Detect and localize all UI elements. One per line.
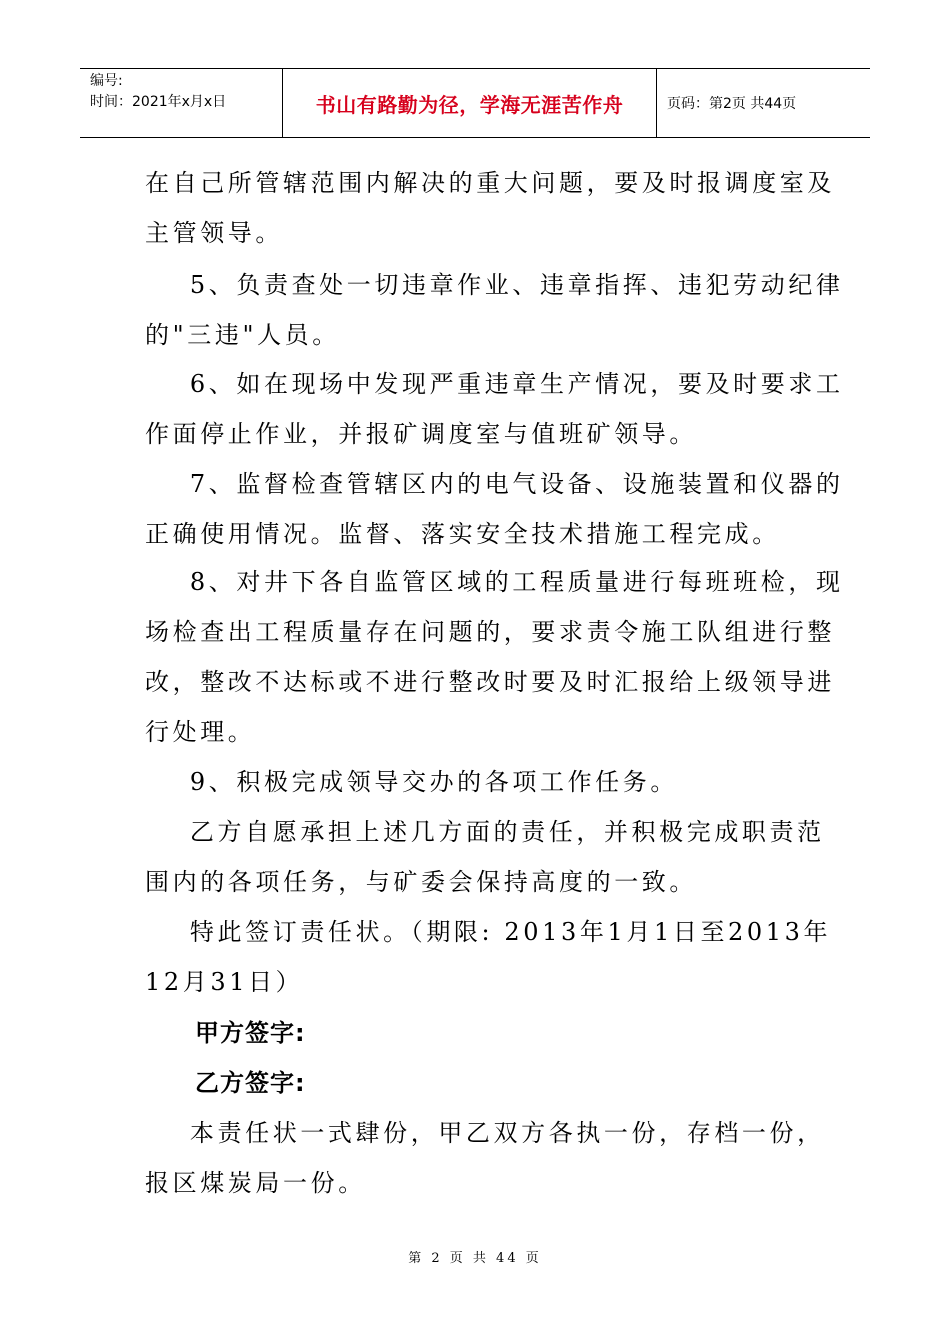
party-b-signature-label: 乙方签字: (195, 1069, 306, 1097)
paragraph-line: 6、如在现场中发现严重违章生产情况，要及时要求工 (145, 370, 844, 398)
page-footer: 第 2 页 共 44 页 (408, 1251, 542, 1266)
body-paragraph-closing (145, 1108, 825, 1208)
paragraph-line: 12月31日） (145, 968, 304, 996)
paragraph-line: 乙方自愿承担上述几方面的责任，并积极完成职责范 (145, 818, 825, 846)
body-paragraph-commitment (145, 807, 825, 907)
paragraph-line: 报区煤炭局一份。 (145, 1169, 366, 1197)
paragraph-line: 正确使用情况。监督、落实安全技术措施工程完成。 (145, 520, 780, 548)
paragraph-line: 的"三违"人员。 (145, 321, 340, 349)
paragraph-line: 7、监督检查管辖区内的电气设备、设施装置和仪器的 (145, 470, 844, 498)
paragraph-line: 主管领导。 (145, 219, 283, 247)
paragraph-line: 在自己所管辖范围内解决的重大问题，要及时报调度室及 (145, 169, 835, 197)
body-paragraph-term (145, 907, 832, 1007)
paragraph-line: 9、积极完成领导交办的各项工作任务。 (145, 768, 678, 796)
body-paragraph-item-6 (145, 359, 844, 459)
body-paragraph (145, 158, 835, 258)
party-a-signature-label: 甲方签字: (195, 1019, 306, 1047)
paragraph-line: 场检查出工程质量存在问题的，要求责令施工队组进行整 (145, 618, 835, 646)
document-time-label: 时间：2021年x月x日 (90, 94, 227, 110)
document-number-label: 编号: (90, 73, 123, 89)
header-page-label: 页码：第2页 共44页 (667, 96, 797, 112)
paragraph-line: 本责任状一式肆份，甲乙双方各执一份，存档一份， (145, 1119, 825, 1147)
paragraph-line: 改，整改不达标或不进行整改时要及时汇报给上级领导进 (145, 668, 835, 696)
body-paragraph-item-9 (145, 757, 815, 807)
paragraph-line: 作面停止作业，并报矿调度室与值班矿领导。 (145, 420, 697, 448)
paragraph-line: 围内的各项任务，与矿委会保持高度的一致。 (145, 868, 697, 896)
header-meta (80, 69, 282, 137)
paragraph-line: 8、对井下各自监管区域的工程质量进行每班班检，现 (145, 568, 844, 596)
paragraph-line: 行处理。 (145, 718, 256, 746)
page-header (80, 68, 870, 138)
header-motto: 书山有路勤为径，学海无涯苦作舟 (282, 69, 657, 137)
body-paragraph-item-5 (145, 260, 844, 360)
body-paragraph-item-8 (145, 557, 844, 757)
paragraph-line: 特此签订责任状。（期限: 2013年1月1日至2013年 (145, 918, 832, 946)
paragraph-line: 5、负责查处一切违章作业、违章指挥、违犯劳动纪律 (145, 271, 844, 299)
body-paragraph-item-7 (145, 459, 844, 559)
